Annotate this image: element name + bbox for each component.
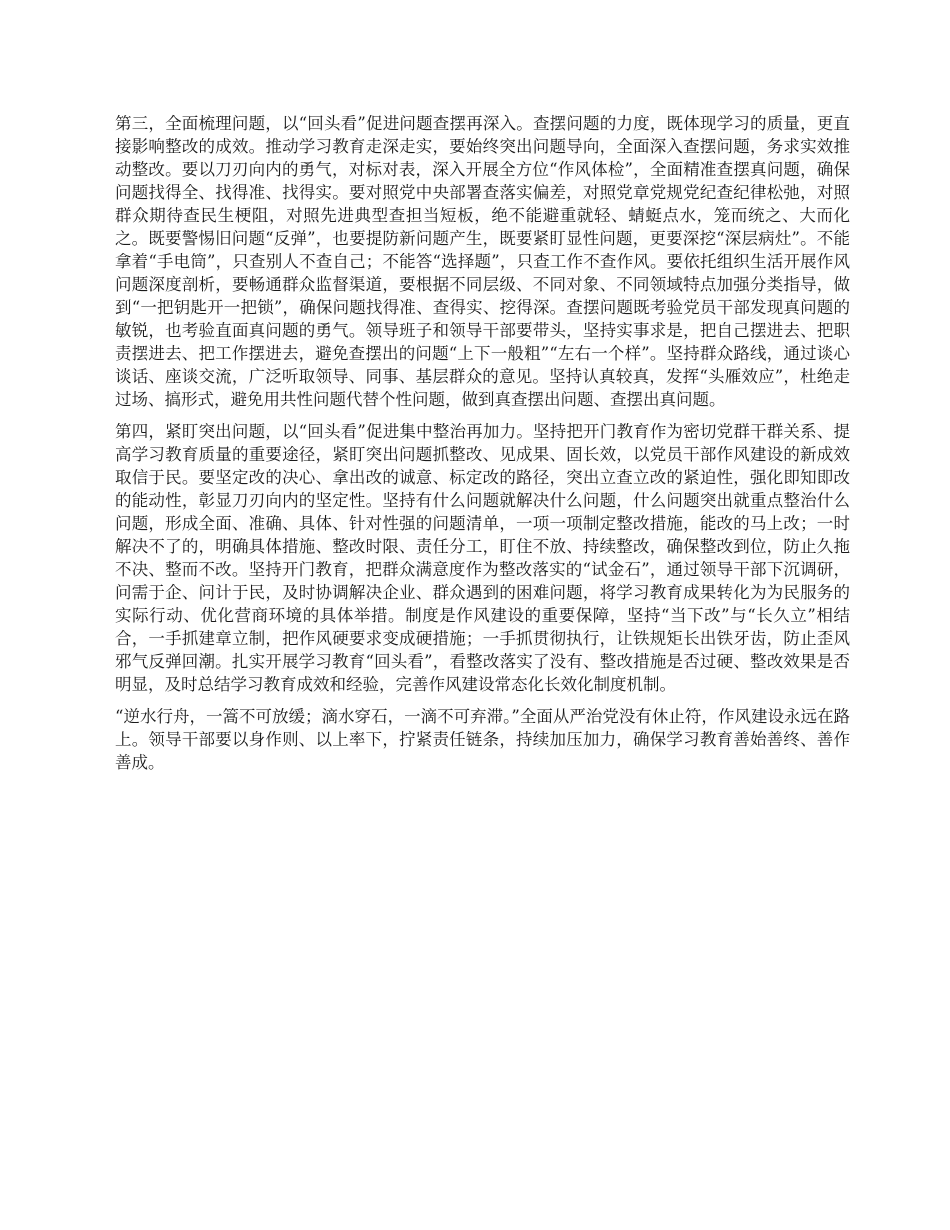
paragraph-third-point: 第三，全面梳理问题，以“回头看”促进问题查摆再深入。查摆问题的力度，既体现学习的质量，更直接影响整改的成效。推动学习教育走深走实，要始终突出问题导向，全面深入查摆问题，务求实效推动整改。要以刀刃向内的勇气，对标对表，深入开展全方位“作风体检”，全面精准查摆真问题，确保问题找得全、找得准、找得实。要对照党中央部署查落实偏差，对照党章党规党纪查纪律松弛，对照群众期待查民生梗阻，对照先进典型查担当短板，绝不能避重就轻、蜻蜓点水，笼而统之、大而化之。既要警惕旧问题“反弹”，也要提防新问题产生，既要紧盯显性问题，更要深挖“深层病灶”。不能拿着“手电筒”，只查别人不查自己；不能答“选择题”，只查工作不查作风。要依托组织生活开展作风问题深度剖析，要畅通群众监督渠道，要根据不同层级、不同对象、不同领域特点加强分类指导，做到“一把钥匙开一把锁”，确保问题找得准、查得实、挖得深。查摆问题既考验党员干部发现真问题的敏锐，也考验直面真问题的勇气。领导班子和领导干部要带头，坚持实事求是，把自己摆进去、把职责摆进去、把工作摆进去，避免查摆出的问题“上下一般粗”“左右一个样”。坚持群众路线，通过谈心谈话、座谈交流，广泛听取领导、同事、基层群众的意见。坚持认真较真，发挥“头雁效应”，杜绝走过场、搞形式，避免用共性问题代替个性问题，做到真查摆出问题、查摆出真问题。 <box>115 114 850 409</box>
paragraph-fourth-point: 第四，紧盯突出问题，以“回头看”促进集中整治再加力。坚持把开门教育作为密切党群干群关系、提高学习教育质量的重要途径，紧盯突出问题抓整改、见成果、固长效，以党员干部作风建设的新成效取信于民。要坚定改的决心、拿出改的诚意、标定改的路径，突出立查立改的紧迫性，强化即知即改的能动性，彰显刀刃向内的坚定性。坚持有什么问题就解决什么问题，什么问题突出就重点整治什么问题，形成全面、准确、具体、针对性强的问题清单，一项一项制定整改措施，能改的马上改；一时解决不了的，明确具体措施、整改时限、责任分工，盯住不放、持续整改，确保整改到位，防止久拖不决、整而不改。坚持开门教育，把群众满意度作为整改落实的“试金石”，通过领导干部下沉调研，问需于企、问计于民，及时协调解决企业、群众遇到的困难问题，将学习教育成果转化为为民服务的实际行动、优化营商环境的具体举措。制度是作风建设的重要保障，坚持“当下改”与“长久立”相结合，一手抓建章立制，把作风硬要求变成硬措施；一手抓贯彻执行，让铁规矩长出铁牙齿，防止歪风邪气反弹回潮。扎实开展学习教育“回头看”，看整改落实了没有、整改措施是否过硬、整改效果是否明显，及时总结学习教育成效和经验，完善作风建设常态化长效化制度机制。 <box>115 422 850 694</box>
paragraph-conclusion: “逆水行舟，一篙不可放缓；滴水穿石，一滴不可弃滞。”全面从严治党没有休止符，作风建设永远在路上。领导干部要以身作则、以上率下，拧紧责任链条，持续加压加力，确保学习教育善始善终、善作善成。 <box>115 707 850 772</box>
document-body <box>115 112 850 783</box>
